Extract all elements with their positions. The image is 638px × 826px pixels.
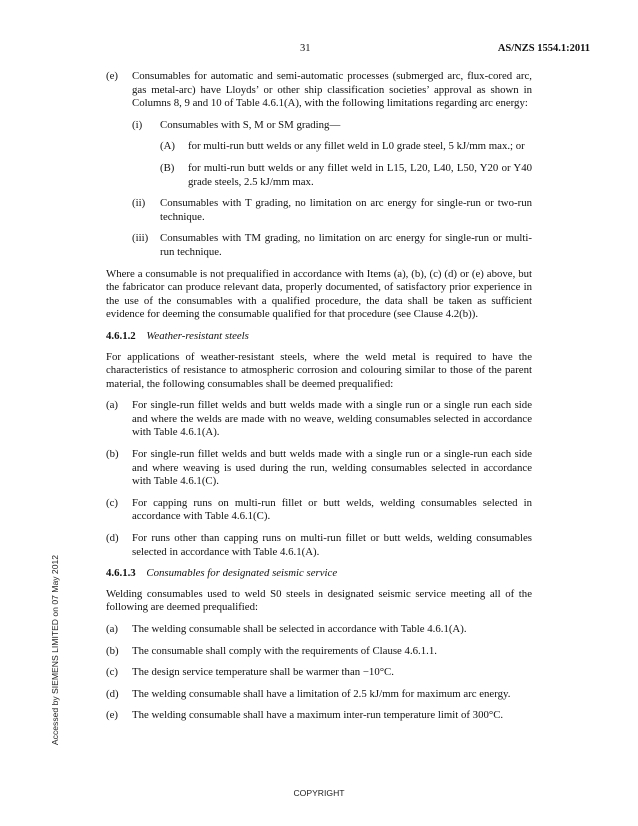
list-item (106, 448, 532, 489)
list-marker: (b) (106, 644, 119, 657)
list-marker: (iii) (132, 232, 149, 245)
document-body (106, 70, 532, 731)
list-marker: (c) (106, 666, 118, 679)
list-item (106, 399, 532, 440)
list-item (106, 688, 532, 702)
list-marker: (d) (106, 687, 119, 700)
list-marker: (a) (106, 623, 118, 635)
sub-item-i (132, 119, 532, 133)
list-item-text: The welding consumable shall have a maximum inter-run temperature limit of 300°C. (132, 709, 504, 722)
clause-number: 4.6.1.2 (106, 329, 136, 342)
clause-intro: Welding consumables used to weld S0 steels in designated seismic service meeting all of the following are deemed prequalified: (106, 587, 532, 614)
copyright-footer: COPYRIGHT (293, 788, 345, 798)
list-marker: (i) (132, 118, 143, 131)
prequalification-paragraph: Where a consumable is not prequalified in accordance with Items (a), (b), (c) (d) or (e) above, but the fabricator can produce relevant data, properly documented, of satisfactory prior experience in the use of the consumables with a qualified procedure, the data shall be taken as sufficient evidence for deeming the consumable qualified for that procedure (see Clause 4.2(b)). (106, 267, 532, 321)
clause-intro: For applications of weather-resistant steels, where the weld metal is required to have the characteristics of resistance to atmospheric corrosion and colouring similar to those of the parent material, the following consumables shall be deemed prequalified: (106, 350, 532, 390)
list-marker: (e) (106, 70, 118, 82)
list-item-text: The design service temperature shall be warmer than −10°C. (132, 666, 394, 679)
list-item (106, 532, 532, 559)
page-number: 31 (300, 43, 311, 54)
list-marker: (B) (160, 161, 175, 174)
list-marker: (A) (160, 140, 175, 153)
list-item-text: For single-run fillet welds and butt welds made with a single run or a single run each side and where the welds are made with no weave, welding consumables selected in accordance with Table 4.6.1(A). (132, 399, 532, 439)
list-item (106, 709, 532, 723)
list-item (106, 623, 532, 637)
list-item-text: Consumables with T grading, no limitation on arc energy for single-run or two-run technique. (160, 197, 532, 223)
list-item-text: The welding consumable shall have a limitation of 2.5 kJ/mm for maximum arc energy. (132, 687, 511, 700)
list-item-text: for multi-run butt welds or any fillet weld in L15, L20, L40, L50, Y20 or Y40 grade steels, 2.5 kJ/mm max. (188, 161, 532, 188)
clause-title: Weather-resistant steels (146, 329, 249, 342)
list-marker: (a) (106, 399, 118, 412)
list-marker: (c) (106, 496, 118, 509)
sub-item-iii (132, 232, 532, 259)
list-item-text: Consumables with TM grading, no limitation on arc energy for single-run or multi-run technique. (160, 232, 532, 258)
list-marker: (ii) (132, 197, 146, 210)
clause-title: Consumables for designated seismic service (146, 567, 338, 580)
list-item-text: For runs other than capping runs on multi-run fillet or butt welds, welding consumables selected in accordance with Table 4.6.1(A). (132, 532, 532, 558)
list-item-text: The welding consumable shall be selected in accordance with Table 4.6.1(A). (132, 623, 467, 635)
clause-number: 4.6.1.3 (106, 567, 136, 580)
access-watermark: Accessed by SIEMENS LIMITED on 07 May 2012 (50, 554, 60, 746)
list-marker: (b) (106, 448, 119, 461)
list-item (106, 497, 532, 524)
list-marker: (e) (106, 709, 118, 722)
list-item-text: Consumables for automatic and semi-automatic processes (submerged arc, flux-cored arc, gas metal-arc) have Lloyds’ or other ship classification societies’ approval as shown in Columns 8, 9 and 10 of Table 4.6.1(A), with the following limitations regarding arc energy: (132, 70, 532, 110)
sub-sub-item-A (160, 140, 532, 154)
clause-heading-weather (106, 330, 532, 344)
list-item (106, 645, 532, 659)
list-item-text: The consumable shall comply with the requirements of Clause 4.6.1.1. (132, 644, 437, 657)
clause-heading-seismic (106, 567, 532, 581)
sub-item-ii (132, 197, 532, 224)
list-item-text: for multi-run butt welds or any fillet weld in L0 grade steel, 5 kJ/mm max.; or (188, 140, 525, 153)
list-marker: (d) (106, 532, 119, 545)
list-item-text: For single-run fillet welds and butt welds made with a single run or a single-run each side and where weaving is used during the run, welding consumables selected in accordance with Table 4.6.1(C). (132, 448, 532, 488)
sub-sub-item-B (160, 162, 532, 189)
list-item (106, 666, 532, 680)
list-item-e (106, 70, 532, 111)
list-item-text: For capping runs on multi-run fillet or butt welds, welding consumables selected in accordance with Table 4.6.1(C). (132, 496, 532, 523)
standard-identifier: AS/NZS 1554.1:2011 (497, 43, 590, 54)
list-item-text: Consumables with S, M or SM grading— (160, 118, 341, 131)
